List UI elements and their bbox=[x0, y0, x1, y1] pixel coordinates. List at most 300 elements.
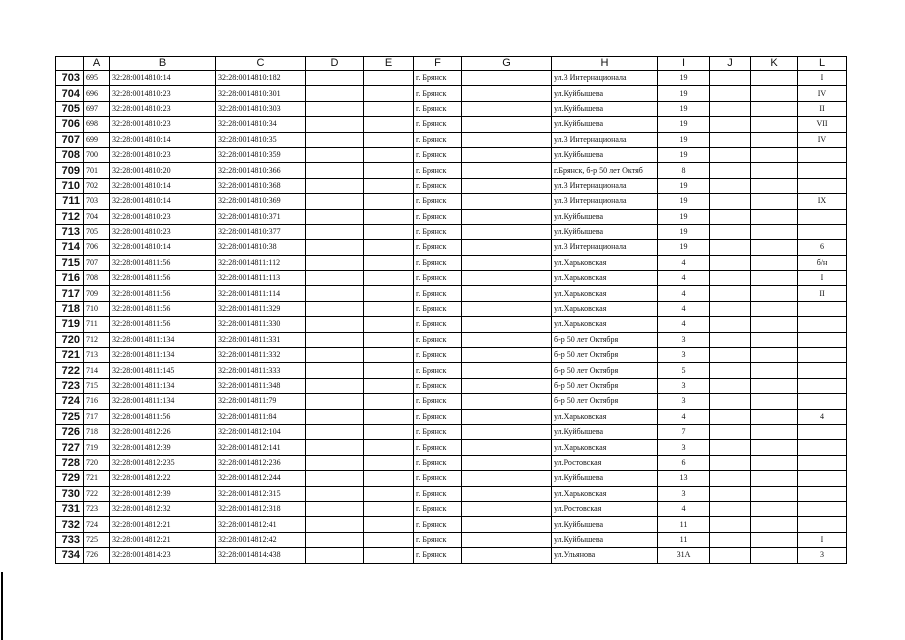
cell-k[interactable] bbox=[751, 194, 798, 209]
cell-i[interactable]: 3 bbox=[658, 394, 710, 409]
cell-d[interactable] bbox=[306, 363, 364, 378]
cell-k[interactable] bbox=[751, 332, 798, 347]
cell-b[interactable]: 32:28:0014810:23 bbox=[110, 147, 216, 162]
cell-d[interactable] bbox=[306, 117, 364, 132]
cell-b[interactable]: 32:28:0014811:145 bbox=[110, 363, 216, 378]
cell-f[interactable]: г. Брянск bbox=[414, 394, 462, 409]
cell-d[interactable] bbox=[306, 455, 364, 470]
cell-c[interactable]: 32:28:0014812:104 bbox=[216, 424, 306, 439]
cell-i[interactable]: 19 bbox=[658, 224, 710, 239]
cell-l[interactable] bbox=[798, 178, 847, 193]
row-number[interactable]: 704 bbox=[56, 86, 84, 101]
row-number[interactable]: 709 bbox=[56, 163, 84, 178]
cell-c[interactable]: 32:28:0014810:35 bbox=[216, 132, 306, 147]
cell-b[interactable]: 32:28:0014810:14 bbox=[110, 178, 216, 193]
cell-d[interactable] bbox=[306, 440, 364, 455]
cell-d[interactable] bbox=[306, 240, 364, 255]
cell-j[interactable] bbox=[710, 517, 751, 532]
column-header-g[interactable]: G bbox=[462, 57, 552, 71]
cell-c[interactable]: 32:28:0014812:244 bbox=[216, 471, 306, 486]
cell-g[interactable] bbox=[462, 178, 552, 193]
cell-g[interactable] bbox=[462, 240, 552, 255]
cell-d[interactable] bbox=[306, 163, 364, 178]
cell-b[interactable]: 32:28:0014811:56 bbox=[110, 286, 216, 301]
cell-h[interactable]: ул.Ульянова bbox=[552, 548, 658, 563]
cell-b[interactable]: 32:28:0014811:134 bbox=[110, 348, 216, 363]
cell-h[interactable]: б-р 50 лет Октября bbox=[552, 394, 658, 409]
cell-g[interactable] bbox=[462, 501, 552, 516]
cell-f[interactable]: г. Брянск bbox=[414, 532, 462, 547]
cell-c[interactable]: 32:28:0014810:371 bbox=[216, 209, 306, 224]
cell-f[interactable]: г. Брянск bbox=[414, 224, 462, 239]
cell-e[interactable] bbox=[364, 147, 414, 162]
cell-l[interactable] bbox=[798, 501, 847, 516]
cell-i[interactable]: 4 bbox=[658, 317, 710, 332]
corner-header[interactable] bbox=[56, 57, 84, 71]
cell-h[interactable]: ул.Куйбышева bbox=[552, 517, 658, 532]
cell-j[interactable] bbox=[710, 301, 751, 316]
cell-f[interactable]: г. Брянск bbox=[414, 455, 462, 470]
cell-f[interactable]: г. Брянск bbox=[414, 209, 462, 224]
column-header-f[interactable]: F bbox=[414, 57, 462, 71]
cell-e[interactable] bbox=[364, 394, 414, 409]
cell-b[interactable]: 32:28:0014810:20 bbox=[110, 163, 216, 178]
cell-i[interactable]: 19 bbox=[658, 178, 710, 193]
cell-a[interactable]: 696 bbox=[84, 86, 110, 101]
cell-k[interactable] bbox=[751, 409, 798, 424]
cell-c[interactable]: 32:28:0014812:141 bbox=[216, 440, 306, 455]
cell-f[interactable]: г. Брянск bbox=[414, 132, 462, 147]
cell-j[interactable] bbox=[710, 147, 751, 162]
cell-i[interactable]: 4 bbox=[658, 301, 710, 316]
cell-e[interactable] bbox=[364, 424, 414, 439]
row-number[interactable]: 722 bbox=[56, 363, 84, 378]
cell-l[interactable]: б/н bbox=[798, 255, 847, 270]
cell-g[interactable] bbox=[462, 86, 552, 101]
cell-b[interactable]: 32:28:0014812:39 bbox=[110, 440, 216, 455]
cell-d[interactable] bbox=[306, 147, 364, 162]
cell-f[interactable]: г. Брянск bbox=[414, 71, 462, 86]
cell-c[interactable]: 32:28:0014812:236 bbox=[216, 455, 306, 470]
cell-b[interactable]: 32:28:0014810:23 bbox=[110, 117, 216, 132]
cell-i[interactable]: 4 bbox=[658, 501, 710, 516]
cell-c[interactable]: 32:28:0014811:79 bbox=[216, 394, 306, 409]
cell-e[interactable] bbox=[364, 271, 414, 286]
cell-k[interactable] bbox=[751, 378, 798, 393]
cell-h[interactable]: ул.Харьковская bbox=[552, 317, 658, 332]
cell-b[interactable]: 32:28:0014812:26 bbox=[110, 424, 216, 439]
cell-c[interactable]: 32:28:0014811:114 bbox=[216, 286, 306, 301]
cell-c[interactable]: 32:28:0014810:359 bbox=[216, 147, 306, 162]
cell-j[interactable] bbox=[710, 255, 751, 270]
cell-j[interactable] bbox=[710, 86, 751, 101]
cell-l[interactable] bbox=[798, 378, 847, 393]
cell-e[interactable] bbox=[364, 532, 414, 547]
row-number[interactable]: 733 bbox=[56, 532, 84, 547]
row-number[interactable]: 715 bbox=[56, 255, 84, 270]
cell-a[interactable]: 723 bbox=[84, 501, 110, 516]
cell-g[interactable] bbox=[462, 271, 552, 286]
cell-h[interactable]: ул.Харьковская bbox=[552, 301, 658, 316]
cell-c[interactable]: 32:28:0014810:366 bbox=[216, 163, 306, 178]
cell-e[interactable] bbox=[364, 209, 414, 224]
cell-k[interactable] bbox=[751, 501, 798, 516]
cell-a[interactable]: 714 bbox=[84, 363, 110, 378]
cell-b[interactable]: 32:28:0014811:56 bbox=[110, 301, 216, 316]
cell-h[interactable]: ул.Куйбышева bbox=[552, 471, 658, 486]
cell-c[interactable]: 32:28:0014812:315 bbox=[216, 486, 306, 501]
cell-k[interactable] bbox=[751, 178, 798, 193]
row-number[interactable]: 731 bbox=[56, 501, 84, 516]
cell-g[interactable] bbox=[462, 394, 552, 409]
row-number[interactable]: 712 bbox=[56, 209, 84, 224]
cell-d[interactable] bbox=[306, 378, 364, 393]
cell-j[interactable] bbox=[710, 224, 751, 239]
cell-g[interactable] bbox=[462, 409, 552, 424]
column-header-d[interactable]: D bbox=[306, 57, 364, 71]
cell-g[interactable] bbox=[462, 101, 552, 116]
cell-i[interactable]: 11 bbox=[658, 517, 710, 532]
cell-e[interactable] bbox=[364, 486, 414, 501]
cell-l[interactable]: 4 bbox=[798, 409, 847, 424]
cell-e[interactable] bbox=[364, 440, 414, 455]
cell-k[interactable] bbox=[751, 271, 798, 286]
cell-g[interactable] bbox=[462, 286, 552, 301]
row-number[interactable]: 707 bbox=[56, 132, 84, 147]
row-number[interactable]: 703 bbox=[56, 71, 84, 86]
cell-k[interactable] bbox=[751, 224, 798, 239]
cell-h[interactable]: ул.Куйбышева bbox=[552, 224, 658, 239]
cell-a[interactable]: 701 bbox=[84, 163, 110, 178]
cell-e[interactable] bbox=[364, 409, 414, 424]
cell-b[interactable]: 32:28:0014810:23 bbox=[110, 224, 216, 239]
cell-a[interactable]: 725 bbox=[84, 532, 110, 547]
column-header-i[interactable]: I bbox=[658, 57, 710, 71]
cell-f[interactable]: г. Брянск bbox=[414, 286, 462, 301]
cell-d[interactable] bbox=[306, 286, 364, 301]
cell-c[interactable]: 32:28:0014810:368 bbox=[216, 178, 306, 193]
cell-g[interactable] bbox=[462, 548, 552, 563]
cell-f[interactable]: г. Брянск bbox=[414, 517, 462, 532]
cell-k[interactable] bbox=[751, 163, 798, 178]
cell-e[interactable] bbox=[364, 548, 414, 563]
cell-e[interactable] bbox=[364, 71, 414, 86]
cell-a[interactable]: 726 bbox=[84, 548, 110, 563]
cell-j[interactable] bbox=[710, 486, 751, 501]
cell-b[interactable]: 32:28:0014811:56 bbox=[110, 409, 216, 424]
cell-d[interactable] bbox=[306, 317, 364, 332]
cell-h[interactable]: ул.Харьковская bbox=[552, 409, 658, 424]
cell-h[interactable]: ул.Ростовская bbox=[552, 455, 658, 470]
row-number[interactable]: 710 bbox=[56, 178, 84, 193]
cell-h[interactable]: ул.3 Интернационала bbox=[552, 240, 658, 255]
cell-b[interactable]: 32:28:0014810:23 bbox=[110, 101, 216, 116]
cell-k[interactable] bbox=[751, 286, 798, 301]
cell-d[interactable] bbox=[306, 101, 364, 116]
cell-d[interactable] bbox=[306, 271, 364, 286]
cell-j[interactable] bbox=[710, 455, 751, 470]
cell-g[interactable] bbox=[462, 163, 552, 178]
cell-h[interactable]: ул.Куйбышева bbox=[552, 86, 658, 101]
cell-i[interactable]: 31А bbox=[658, 548, 710, 563]
cell-a[interactable]: 720 bbox=[84, 455, 110, 470]
cell-f[interactable]: г. Брянск bbox=[414, 471, 462, 486]
cell-e[interactable] bbox=[364, 286, 414, 301]
cell-l[interactable] bbox=[798, 424, 847, 439]
column-header-e[interactable]: E bbox=[364, 57, 414, 71]
cell-h[interactable]: ул.Харьковская bbox=[552, 271, 658, 286]
cell-i[interactable]: 13 bbox=[658, 471, 710, 486]
cell-f[interactable]: г. Брянск bbox=[414, 194, 462, 209]
cell-j[interactable] bbox=[710, 163, 751, 178]
cell-d[interactable] bbox=[306, 71, 364, 86]
cell-g[interactable] bbox=[462, 532, 552, 547]
cell-h[interactable]: ул.3 Интернационала bbox=[552, 132, 658, 147]
row-number[interactable]: 713 bbox=[56, 224, 84, 239]
cell-j[interactable] bbox=[710, 363, 751, 378]
cell-i[interactable]: 19 bbox=[658, 209, 710, 224]
cell-l[interactable] bbox=[798, 471, 847, 486]
cell-l[interactable] bbox=[798, 455, 847, 470]
cell-g[interactable] bbox=[462, 301, 552, 316]
cell-e[interactable] bbox=[364, 363, 414, 378]
cell-d[interactable] bbox=[306, 548, 364, 563]
cell-j[interactable] bbox=[710, 501, 751, 516]
cell-f[interactable]: г. Брянск bbox=[414, 86, 462, 101]
row-number[interactable]: 726 bbox=[56, 424, 84, 439]
cell-g[interactable] bbox=[462, 486, 552, 501]
cell-i[interactable]: 3 bbox=[658, 486, 710, 501]
cell-h[interactable]: ул.Куйбышева bbox=[552, 209, 658, 224]
cell-j[interactable] bbox=[710, 532, 751, 547]
cell-j[interactable] bbox=[710, 271, 751, 286]
cell-f[interactable]: г. Брянск bbox=[414, 486, 462, 501]
cell-a[interactable]: 721 bbox=[84, 471, 110, 486]
cell-j[interactable] bbox=[710, 394, 751, 409]
row-number[interactable]: 721 bbox=[56, 348, 84, 363]
cell-e[interactable] bbox=[364, 178, 414, 193]
cell-l[interactable]: IX bbox=[798, 194, 847, 209]
cell-a[interactable]: 705 bbox=[84, 224, 110, 239]
cell-j[interactable] bbox=[710, 409, 751, 424]
cell-g[interactable] bbox=[462, 471, 552, 486]
cell-h[interactable]: ул.Харьковская bbox=[552, 486, 658, 501]
cell-c[interactable]: 32:28:0014811:333 bbox=[216, 363, 306, 378]
cell-a[interactable]: 722 bbox=[84, 486, 110, 501]
cell-b[interactable]: 32:28:0014810:23 bbox=[110, 209, 216, 224]
cell-j[interactable] bbox=[710, 132, 751, 147]
cell-l[interactable]: IV bbox=[798, 86, 847, 101]
cell-e[interactable] bbox=[364, 378, 414, 393]
cell-g[interactable] bbox=[462, 224, 552, 239]
cell-l[interactable] bbox=[798, 163, 847, 178]
cell-c[interactable]: 32:28:0014810:369 bbox=[216, 194, 306, 209]
cell-l[interactable] bbox=[798, 147, 847, 162]
cell-g[interactable] bbox=[462, 71, 552, 86]
cell-d[interactable] bbox=[306, 224, 364, 239]
cell-l[interactable] bbox=[798, 486, 847, 501]
cell-b[interactable]: 32:28:0014812:39 bbox=[110, 486, 216, 501]
cell-a[interactable]: 716 bbox=[84, 394, 110, 409]
cell-k[interactable] bbox=[751, 471, 798, 486]
cell-l[interactable]: 6 bbox=[798, 240, 847, 255]
cell-d[interactable] bbox=[306, 178, 364, 193]
cell-d[interactable] bbox=[306, 132, 364, 147]
cell-f[interactable]: г. Брянск bbox=[414, 363, 462, 378]
cell-g[interactable] bbox=[462, 332, 552, 347]
cell-i[interactable]: 19 bbox=[658, 194, 710, 209]
cell-f[interactable]: г. Брянск bbox=[414, 271, 462, 286]
cell-e[interactable] bbox=[364, 501, 414, 516]
cell-h[interactable]: ул.Харьковская bbox=[552, 440, 658, 455]
cell-a[interactable]: 707 bbox=[84, 255, 110, 270]
cell-l[interactable]: I bbox=[798, 71, 847, 86]
row-number[interactable]: 719 bbox=[56, 317, 84, 332]
cell-k[interactable] bbox=[751, 455, 798, 470]
cell-c[interactable]: 32:28:0014814:438 bbox=[216, 548, 306, 563]
cell-d[interactable] bbox=[306, 348, 364, 363]
cell-c[interactable]: 32:28:0014812:41 bbox=[216, 517, 306, 532]
cell-l[interactable]: IV bbox=[798, 132, 847, 147]
cell-a[interactable]: 724 bbox=[84, 517, 110, 532]
cell-e[interactable] bbox=[364, 101, 414, 116]
cell-l[interactable] bbox=[798, 332, 847, 347]
cell-l[interactable]: VII bbox=[798, 117, 847, 132]
cell-l[interactable] bbox=[798, 517, 847, 532]
cell-g[interactable] bbox=[462, 348, 552, 363]
cell-c[interactable]: 32:28:0014811:112 bbox=[216, 255, 306, 270]
cell-e[interactable] bbox=[364, 317, 414, 332]
cell-g[interactable] bbox=[462, 194, 552, 209]
cell-a[interactable]: 708 bbox=[84, 271, 110, 286]
cell-a[interactable]: 717 bbox=[84, 409, 110, 424]
cell-g[interactable] bbox=[462, 117, 552, 132]
cell-h[interactable]: б-р 50 лет Октября bbox=[552, 378, 658, 393]
cell-i[interactable]: 6 bbox=[658, 455, 710, 470]
cell-k[interactable] bbox=[751, 348, 798, 363]
cell-b[interactable]: 32:28:0014810:14 bbox=[110, 71, 216, 86]
cell-e[interactable] bbox=[364, 517, 414, 532]
cell-f[interactable]: г. Брянск bbox=[414, 240, 462, 255]
cell-f[interactable]: г. Брянск bbox=[414, 117, 462, 132]
cell-i[interactable]: 3 bbox=[658, 440, 710, 455]
cell-c[interactable]: 32:28:0014810:301 bbox=[216, 86, 306, 101]
cell-k[interactable] bbox=[751, 486, 798, 501]
cell-f[interactable]: г. Брянск bbox=[414, 163, 462, 178]
row-number[interactable]: 711 bbox=[56, 194, 84, 209]
cell-k[interactable] bbox=[751, 117, 798, 132]
cell-c[interactable]: 32:28:0014810:377 bbox=[216, 224, 306, 239]
cell-d[interactable] bbox=[306, 332, 364, 347]
cell-b[interactable]: 32:28:0014812:21 bbox=[110, 532, 216, 547]
cell-h[interactable]: ул.Куйбышева bbox=[552, 147, 658, 162]
cell-a[interactable]: 713 bbox=[84, 348, 110, 363]
cell-h[interactable]: ул.Куйбышева bbox=[552, 532, 658, 547]
cell-k[interactable] bbox=[751, 147, 798, 162]
cell-l[interactable] bbox=[798, 301, 847, 316]
cell-j[interactable] bbox=[710, 471, 751, 486]
cell-l[interactable] bbox=[798, 209, 847, 224]
cell-i[interactable]: 7 bbox=[658, 424, 710, 439]
column-header-k[interactable]: K bbox=[751, 57, 798, 71]
cell-k[interactable] bbox=[751, 532, 798, 547]
cell-k[interactable] bbox=[751, 255, 798, 270]
cell-c[interactable]: 32:28:0014810:38 bbox=[216, 240, 306, 255]
cell-e[interactable] bbox=[364, 224, 414, 239]
row-number[interactable]: 727 bbox=[56, 440, 84, 455]
cell-d[interactable] bbox=[306, 86, 364, 101]
cell-g[interactable] bbox=[462, 132, 552, 147]
cell-g[interactable] bbox=[462, 317, 552, 332]
row-number[interactable]: 718 bbox=[56, 301, 84, 316]
cell-h[interactable]: г.Брянск, б-р 50 лет Октяб bbox=[552, 163, 658, 178]
column-header-b[interactable]: B bbox=[110, 57, 216, 71]
cell-i[interactable]: 19 bbox=[658, 240, 710, 255]
cell-b[interactable]: 32:28:0014811:134 bbox=[110, 378, 216, 393]
cell-b[interactable]: 32:28:0014811:56 bbox=[110, 271, 216, 286]
cell-c[interactable]: 32:28:0014811:113 bbox=[216, 271, 306, 286]
cell-f[interactable]: г. Брянск bbox=[414, 147, 462, 162]
cell-d[interactable] bbox=[306, 409, 364, 424]
cell-f[interactable]: г. Брянск bbox=[414, 101, 462, 116]
row-number[interactable]: 724 bbox=[56, 394, 84, 409]
cell-a[interactable]: 704 bbox=[84, 209, 110, 224]
cell-k[interactable] bbox=[751, 548, 798, 563]
cell-c[interactable]: 32:28:0014810:303 bbox=[216, 101, 306, 116]
row-number[interactable]: 734 bbox=[56, 548, 84, 563]
cell-k[interactable] bbox=[751, 240, 798, 255]
cell-g[interactable] bbox=[462, 363, 552, 378]
cell-g[interactable] bbox=[462, 455, 552, 470]
cell-k[interactable] bbox=[751, 440, 798, 455]
row-number[interactable]: 714 bbox=[56, 240, 84, 255]
cell-k[interactable] bbox=[751, 517, 798, 532]
row-number[interactable]: 729 bbox=[56, 471, 84, 486]
cell-j[interactable] bbox=[710, 286, 751, 301]
cell-f[interactable]: г. Брянск bbox=[414, 178, 462, 193]
cell-g[interactable] bbox=[462, 209, 552, 224]
cell-j[interactable] bbox=[710, 332, 751, 347]
cell-b[interactable]: 32:28:0014812:235 bbox=[110, 455, 216, 470]
row-number[interactable]: 720 bbox=[56, 332, 84, 347]
cell-j[interactable] bbox=[710, 440, 751, 455]
cell-a[interactable]: 699 bbox=[84, 132, 110, 147]
cell-b[interactable]: 32:28:0014811:134 bbox=[110, 394, 216, 409]
cell-l[interactable] bbox=[798, 394, 847, 409]
cell-c[interactable]: 32:28:0014811:331 bbox=[216, 332, 306, 347]
cell-i[interactable]: 3 bbox=[658, 348, 710, 363]
cell-a[interactable]: 711 bbox=[84, 317, 110, 332]
cell-l[interactable]: II bbox=[798, 101, 847, 116]
cell-e[interactable] bbox=[364, 132, 414, 147]
cell-e[interactable] bbox=[364, 163, 414, 178]
cell-f[interactable]: г. Брянск bbox=[414, 409, 462, 424]
cell-b[interactable]: 32:28:0014811:134 bbox=[110, 332, 216, 347]
cell-h[interactable]: ул.Ростовская bbox=[552, 501, 658, 516]
cell-i[interactable]: 5 bbox=[658, 363, 710, 378]
row-number[interactable]: 705 bbox=[56, 101, 84, 116]
cell-b[interactable]: 32:28:0014812:21 bbox=[110, 517, 216, 532]
cell-e[interactable] bbox=[364, 86, 414, 101]
cell-d[interactable] bbox=[306, 532, 364, 547]
cell-f[interactable]: г. Брянск bbox=[414, 255, 462, 270]
cell-c[interactable]: 32:28:0014811:330 bbox=[216, 317, 306, 332]
cell-a[interactable]: 718 bbox=[84, 424, 110, 439]
column-header-h[interactable]: H bbox=[552, 57, 658, 71]
cell-j[interactable] bbox=[710, 209, 751, 224]
cell-l[interactable] bbox=[798, 440, 847, 455]
cell-h[interactable]: ул.Куйбышева bbox=[552, 424, 658, 439]
